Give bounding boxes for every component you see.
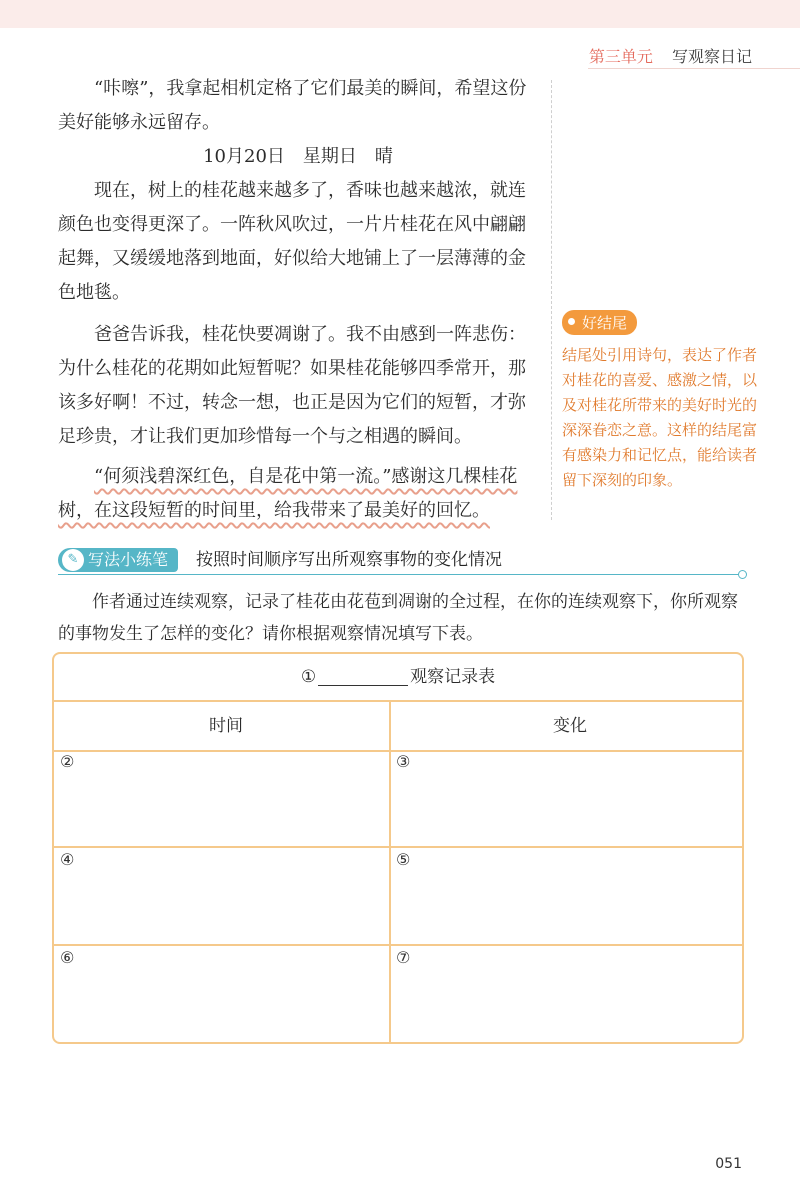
table-title <box>54 654 742 702</box>
pen-icon: ✎ <box>62 549 84 571</box>
page-number: 051 <box>715 1156 742 1172</box>
row-divider-1 <box>54 846 742 848</box>
note-badge <box>562 310 637 335</box>
section-end-dot-icon <box>738 570 747 579</box>
header-divider <box>588 68 800 69</box>
unit-label: 第三单元 <box>588 47 653 66</box>
table-cell[interactable]: ④ <box>60 850 75 869</box>
title-blank-input[interactable] <box>318 669 408 686</box>
table-cell[interactable]: ⑤ <box>396 850 411 869</box>
unit-title: 写观察日记 <box>671 47 752 66</box>
page-header <box>589 44 752 67</box>
table-title-text: 观察记录表 <box>410 667 496 687</box>
table-cell[interactable]: ⑥ <box>60 948 75 967</box>
section-title: 按照时间顺序写出所观察事物的变化情况 <box>196 550 502 570</box>
diary-date: 10月20日 星期日 晴 <box>203 146 393 167</box>
badge-dot-icon <box>568 318 575 325</box>
top-bar <box>0 0 800 28</box>
section-underline <box>58 574 740 575</box>
observation-table <box>52 652 744 1044</box>
margin-divider <box>551 80 552 520</box>
section-tag <box>58 548 178 572</box>
article-paragraph-2: 现在，树上的桂花越来越多了，香味也越来越浓，就连颜色也变得更深了。一阵秋风吹过，一片片桂花在风中翩翩起舞，又缓缓地落到地面，好似给大地铺上了一层薄薄的金色地毯。 <box>58 180 526 303</box>
section-header <box>58 546 748 576</box>
column-header-change: 变化 <box>398 702 742 752</box>
section-tag-label: 写法小练笔 <box>88 550 169 569</box>
side-note <box>562 310 762 493</box>
article-paragraph-4 <box>58 460 538 528</box>
table-title-number: ① <box>300 667 317 687</box>
exercise-text: 作者通过连续观察，记录了桂花由花苞到凋谢的全过程，在你的连续观察下，你所观察的事物发生了怎样的变化？请你根据观察情况填写下表。 <box>58 592 738 644</box>
column-divider <box>389 702 391 1042</box>
article-paragraph-1: “咔嚓”，我拿起相机定格了它们最美的瞬间，希望这份美好能够永远留存。 <box>58 78 527 133</box>
table-cell[interactable]: ⑦ <box>396 948 411 967</box>
note-text: 结尾处引用诗句，表达了作者对桂花的喜爱、感激之情，以及对桂花所带来的美好时光的深深眷恋之意。这样的结尾富有感染力和记忆点，能给读者留下深刻的印象。 <box>562 346 758 489</box>
note-badge-label: 好结尾 <box>582 314 628 332</box>
table-cell[interactable]: ② <box>60 752 75 771</box>
column-header-time: 时间 <box>54 702 398 752</box>
article-paragraph-3: 爸爸告诉我，桂花快要凋谢了。我不由感到一阵悲伤：为什么桂花的花期如此短暂呢？如果桂花能够四季常开，那该多好啊！不过，转念一想，也正是因为它们的短暂，才弥足珍贵，才让我们更加珍惜每一个与之相遇的瞬间。 <box>58 324 526 447</box>
table-cell[interactable]: ③ <box>396 752 411 771</box>
exercise-intro <box>58 586 748 650</box>
row-divider-2 <box>54 944 742 946</box>
article-body <box>58 72 538 528</box>
highlighted-ending: “何须浅碧深红色，自是花中第一流。”感谢这几棵桂花树，在这段短暂的时间里，给我带来了最美好的回忆。 <box>58 466 518 521</box>
